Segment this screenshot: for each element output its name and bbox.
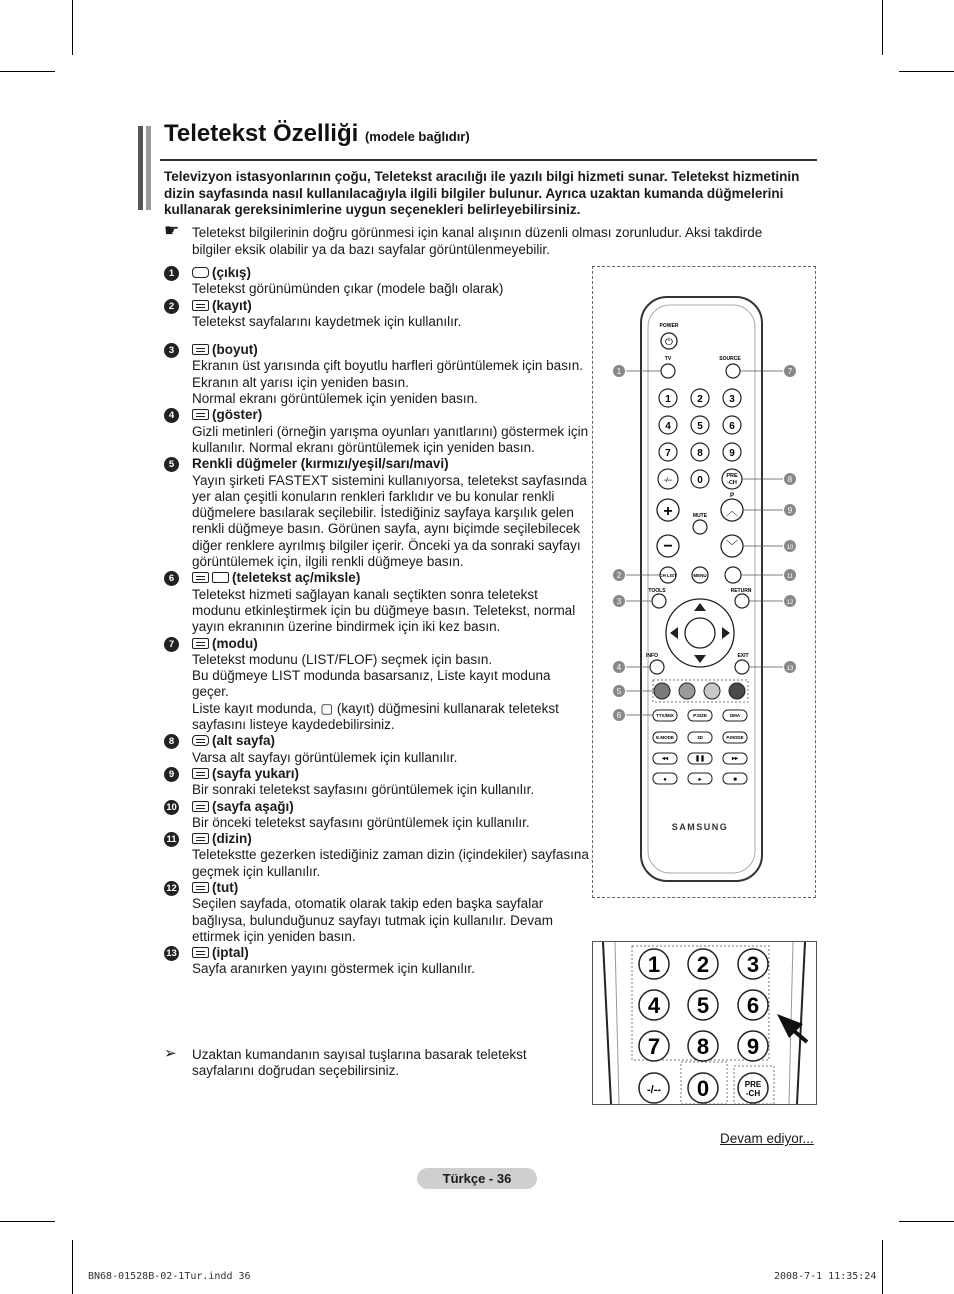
page-title-sub: (modele bağlıdır) [364,129,470,144]
remote-edge [615,942,619,1104]
arrow-right-icon: ➢ [164,1045,177,1062]
return-button [735,594,749,608]
item-label: (tut) [212,879,239,895]
item-desc: Teletekst hizmeti sağlayan kanalı seçtikten sonra teletekst modunu etkinleştirmek için bu düğmeye basın. Teletekst, normal yayın ekranının üzerine bindirmek için iki kez basın. [192,586,576,635]
forward-icon: ▸▸ [731,756,739,762]
menu-label: MENU [693,573,707,578]
mute-button [693,520,707,534]
digit-label: 3 [729,394,735,405]
info-button [650,660,664,674]
callout-number: 8 [787,475,793,484]
closeup-pre-ch: PRE [744,1080,762,1089]
closeup-digits [639,949,768,1103]
callout-number: 6 [616,711,622,720]
index-button [725,567,741,583]
crop-mark [882,1240,883,1294]
sub-page-icon [192,735,209,746]
list-item [164,265,590,298]
item-desc: Varsa alt sayfayı görüntülemek için kullanılır. [192,749,458,765]
brand-logo: SAMSUNG [671,822,729,832]
closeup-digit: 9 [746,1034,760,1059]
closeup-digit: 7 [647,1034,661,1059]
tv-button [661,364,675,378]
title-accent-bar [138,126,143,210]
crop-mark [882,0,883,55]
list-item [164,799,590,832]
digit-label: 4 [665,421,671,432]
item-label: (sayfa yukarı) [212,765,300,781]
item-label: (boyut) [212,342,258,358]
page-up-icon [192,768,209,779]
cancel-icon [192,947,209,958]
item-desc: Yayın şirketi FASTEXT sistemini kullanıyorsa, teletekst sayfasında yer alan çeşitli konuların renkleri farklıdır ve bu konular renkli düğmelere basılarak seçilebilir. İstediğiniz sayfaya karşılık gelen renkli düğmeye basın. Görünen sayfa, aynı biçimde seçilebilecek diğer renklere ayrılmış bilgiler içerir. Önceki ya da sonraki sayfayı görüntülemek için, ilgili renkli düğmeye basın. [192,472,587,570]
page-title-text: Teletekst Özelliği [164,120,359,147]
continued-link: Devam ediyor... [720,1131,814,1146]
page-title [164,120,470,148]
closeup-dash: -/-- [646,1084,662,1096]
source-button [726,364,740,378]
list-item [164,456,590,570]
item-label: (dizin) [212,831,252,847]
closeup-digit: 1 [647,952,661,977]
pre-ch-label: -CH [727,480,737,486]
ttx-mix-label: TTX/MIX [656,713,674,718]
item-desc: Bu düğmeye LIST modunda basarsanız, Liste kayıt moduna geçer. [192,668,551,700]
size-icon [192,344,209,355]
closeup-digit: 4 [647,993,661,1018]
callout-number: 3 [616,597,622,606]
tip-text: Uzaktan kumandanın sayısal tuşlarına basarak teletekst sayfalarını doğrudan seçebilirsiniz. [192,1047,527,1079]
item-desc: Seçilen sayfada, otomatik olarak takip eden başka sayfalar bağlıysa, bulunduğunuz sayfayı tutmak için kullanılır. Devam ettirmek için yeniden basın. [192,896,553,944]
callout-number: 11 [786,574,794,580]
list-item [164,636,590,734]
tools-button [652,594,666,608]
intro-paragraph: Televizyon istasyonlarının çoğu, Teletekst aracılığı ile yazılı bilgi hizmeti sunar. Teletekst hizmetinin dizin sayfasında nasıl kullanılacağıyla ilgili bilgiler bulunur. Ayrıca uzaktan kumanda düğmelerini kullanarak gereksinimlerine uygun seçenekleri belirleyebilirsiniz. [164,169,800,217]
mute-label: MUTE [692,513,708,519]
green-button [679,683,695,699]
dma-label: DMA [729,713,741,718]
item-number: 8 [164,734,179,749]
index-icon [192,833,209,844]
digit-label: 7 [665,448,671,459]
item-desc: Ekranın üst yarısında çift boyutlu harfleri görüntülemek için basın. Ekranın alt yarısı için yeniden basın. [192,358,583,390]
item-label: (teletekst aç/miksle) [232,570,361,586]
item-label: (kayıt) [212,297,252,313]
item-number: 4 [164,408,179,423]
page-number: Türkçe - 36 [417,1168,537,1189]
item-number: 1 [164,266,179,281]
closeup-digit: 0 [696,1076,710,1101]
note-text: Teletekst bilgilerinin doğru görünmesi için kanal alışının düzenli olması zorunludur. Aksi takdirde bilgiler eksik olabilir ya da bazı sayfalar görüntülenmeyebilir. [192,225,763,257]
list-item [164,945,590,978]
list-item [164,407,590,456]
digit-label: 0 [697,475,703,486]
store-icon [192,300,209,311]
enter-button [685,618,715,648]
source-label: SOURCE [719,356,741,362]
closeup-digit: 6 [746,993,760,1018]
power-label: POWER [659,323,679,329]
exit-label: EXIT [737,653,749,659]
callout-number: 13 [786,666,794,672]
title-divider [160,159,817,161]
crop-mark [72,1240,73,1294]
item-label: (çıkış) [212,265,252,280]
3d-label: 3D [697,735,703,740]
return-label: RETURN [730,588,752,594]
p-mode-label: P.MODE [726,735,744,740]
item-label: (sayfa aşağı) [212,798,294,814]
item-label: Renkli düğmeler (kırmızı/yeşil/sarı/mavi) [192,456,449,472]
item-desc: Teletekst modunu (LIST/FLOF) seçmek için basın. [192,651,493,667]
ch-list-label: CH LIST [659,573,677,578]
closeup-digit: 3 [746,952,760,977]
p-size-label: P.SIZE [693,713,707,718]
list-item [164,831,590,880]
tv-label: TV [664,356,672,362]
list-item [164,880,590,945]
list-item [164,298,590,331]
item-number: 6 [164,571,179,586]
callout-number: 2 [616,571,622,580]
minus-icon: − [663,538,673,555]
item-desc: Gizli metinleri (örneğin yarışma oyunları yanıtlarını) göstermek için kullanılır. Normal ekranı görüntülemek için yeniden basın. [192,423,589,455]
digit-label: 6 [729,421,735,432]
red-button [654,683,670,699]
closeup-pre-ch: -CH [745,1089,761,1098]
callout-number: 4 [616,663,622,672]
tools-label: TOOLS [648,588,666,594]
digit-label: 1 [665,394,671,405]
item-desc: Liste kayıt modunda, ▢ (kayıt) düğmesini kullanarak teletekst sayfasını listeye kaydedebilirsiniz. [192,700,559,733]
item-number: 13 [164,946,179,961]
callout-number: 12 [786,600,794,606]
reveal-icon [192,409,209,420]
list-item [164,733,590,766]
item-number: 7 [164,637,179,652]
digit-label: 9 [729,448,735,459]
item-label: (modu) [212,635,258,651]
list-item [164,766,590,799]
item-desc: Teletekstte gezerken istediğiniz zaman dizin (içindekiler) sayfasına geçmek için kullanılır. [192,847,589,879]
item-label: (iptal) [212,945,249,961]
note-block [164,221,804,258]
feature-list [164,265,590,978]
item-desc: Teletekst görünümünden çıkar (modele bağlı olarak) [192,281,504,297]
dash-label: -/-- [664,478,672,484]
print-slug-date: 2008-7-1 11:35:24 [774,1271,877,1282]
digit-label: 8 [697,448,703,459]
digit-label: 5 [697,421,703,432]
pre-ch-label: PRE [726,473,738,479]
callout-number: 7 [787,367,793,376]
closeup-digit: 8 [696,1034,710,1059]
power-icon: ⏻ [665,337,673,348]
digit-label: 2 [697,394,703,405]
print-slug-file: BN68-01528B-02-1Tur.indd 36 [88,1271,251,1282]
remote-svg [593,267,815,897]
tip-block [164,1047,584,1080]
crop-mark [899,71,954,72]
item-desc: Sayfa aranırken yayını göstermek için kullanılır. [192,961,475,977]
plus-icon: + [663,503,673,520]
item-desc: Teletekst sayfalarını kaydetmek için kullanılır. [192,313,462,329]
callout-number: 9 [787,506,793,515]
chevron-up-icon: ︿ [725,504,739,518]
item-number: 11 [164,832,179,847]
exit-button [735,660,749,674]
p-label: P [729,493,735,499]
item-desc: Normal ekranı görüntülemek için yeniden basın. [192,391,478,407]
item-number: 2 [164,299,179,314]
pointing-hand-icon: ☛ [164,221,180,240]
item-number: 9 [164,767,179,782]
crop-mark [0,1221,55,1222]
info-label: INFO [646,653,658,659]
remote-edge [603,942,611,1104]
remote-illustration [592,266,816,898]
crop-mark [0,71,55,72]
callout-number: 1 [616,367,622,376]
crop-mark [899,1221,954,1222]
item-label: (göster) [212,407,263,423]
item-label: (alt sayfa) [212,733,276,749]
page-down-icon [192,801,209,812]
teletext-mix-icon [212,572,229,583]
yellow-button [704,683,720,699]
stop-icon: ■ [733,777,737,783]
number-pad-closeup [592,941,817,1105]
play-icon: ▸ [698,777,702,783]
closeup-digit: 5 [696,993,710,1018]
number-pad-svg [593,942,816,1104]
rewind-icon: ◂◂ [661,756,669,762]
list-item [164,570,590,635]
pause-icon: ❚❚ [694,756,706,762]
item-number: 12 [164,881,179,896]
hold-icon [192,882,209,893]
item-number: 5 [164,457,179,472]
record-icon: ● [663,777,667,783]
closeup-digit: 2 [696,952,710,977]
list-item [164,342,590,407]
e-mode-label: E.MODE [656,735,674,740]
exit-icon [192,267,209,278]
chevron-down-icon: ﹀ [725,539,739,553]
teletext-on-icon [192,572,209,583]
blue-button [729,683,745,699]
item-number: 3 [164,343,179,358]
callout-number: 5 [616,687,622,696]
callout-number: 10 [786,545,794,551]
title-accent-bar [146,126,151,210]
mode-icon [192,638,209,649]
crop-mark [72,0,73,55]
item-desc: Bir önceki teletekst sayfasını görüntülemek için kullanılır. [192,814,530,830]
item-desc: Bir sonraki teletekst sayfasını görüntülemek için kullanılır. [192,782,535,798]
item-number: 10 [164,800,179,815]
